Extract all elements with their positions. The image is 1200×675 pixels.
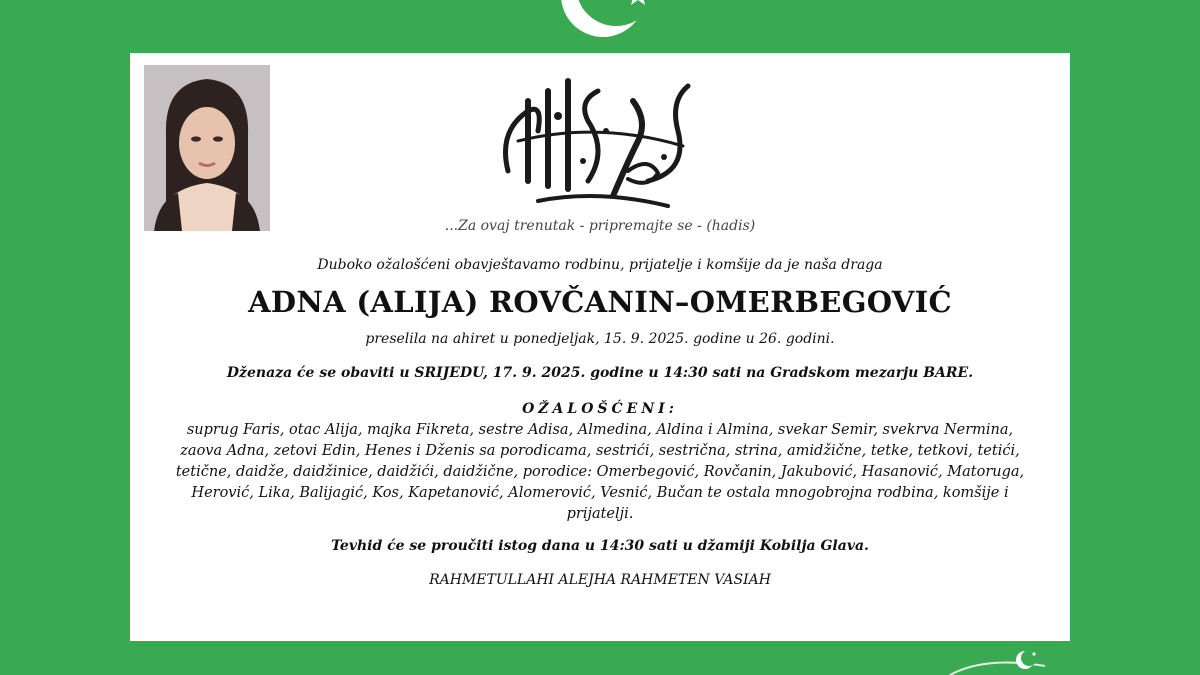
crescent-star-icon: [548, 0, 658, 50]
intro-text: Duboko ožalošćeni obavještavamo rodbinu, prijatelje i komšije da je naša draga: [317, 257, 883, 273]
tevhid-details: Tevhid će se proučiti istog dana u 14:30 sati u džamiji Kobilja Glava.: [331, 538, 869, 554]
deceased-name: ADNA (ALIJA) ROVČANIN–OMERBEGOVIĆ: [248, 285, 952, 319]
obituary-text: [130, 256, 1070, 589]
mourners-heading: OŽALOŠĆENI:: [522, 401, 678, 417]
logo-crescent-icon: [945, 648, 1065, 675]
passing-date-text: preselila na ahiret u ponedjeljak, 15. 9. 2025. godine u 26. godini.: [365, 331, 835, 347]
closing-prayer: RAHMETULLAHI ALEJHA RAHMETEN VASIAH: [429, 572, 771, 588]
portrait-photo: [144, 65, 270, 231]
mourners-list: suprug Faris, otac Alija, majka Fikreta, sestre Adisa, Almedina, Aldina i Almina, svekar Semir, svekrva Nermina, zaova Adna, zetovi Edin, Henes i Dženis sa porodicama, sestrići, sestrična, strina, amidžične, tetke, tetkovi, tetići, tetične, daidže, daidžinice, daidžići, daidžične, porodice: Omerbegović, Rovčanin, Jakubović, Hasanović, Matoruga, Herović, Lika, Balijagić, Kos, Kapetanović, Alomerović, Vesnić, Bučan te ostala mnogobrojna rodbina, komšije i prijatelji.: [175, 422, 1025, 522]
arabic-calligraphy-icon: [488, 61, 708, 221]
obituary-card: [130, 53, 1070, 641]
funeral-details: Dženaza će se obaviti u SRIJEDU, 17. 9. 2025. godine u 14:30 sati na Gradskom mezarju BARE.: [226, 365, 974, 381]
hadith-quote: ...Za ovaj trenutak - pripremajte se - (hadis): [444, 218, 756, 234]
